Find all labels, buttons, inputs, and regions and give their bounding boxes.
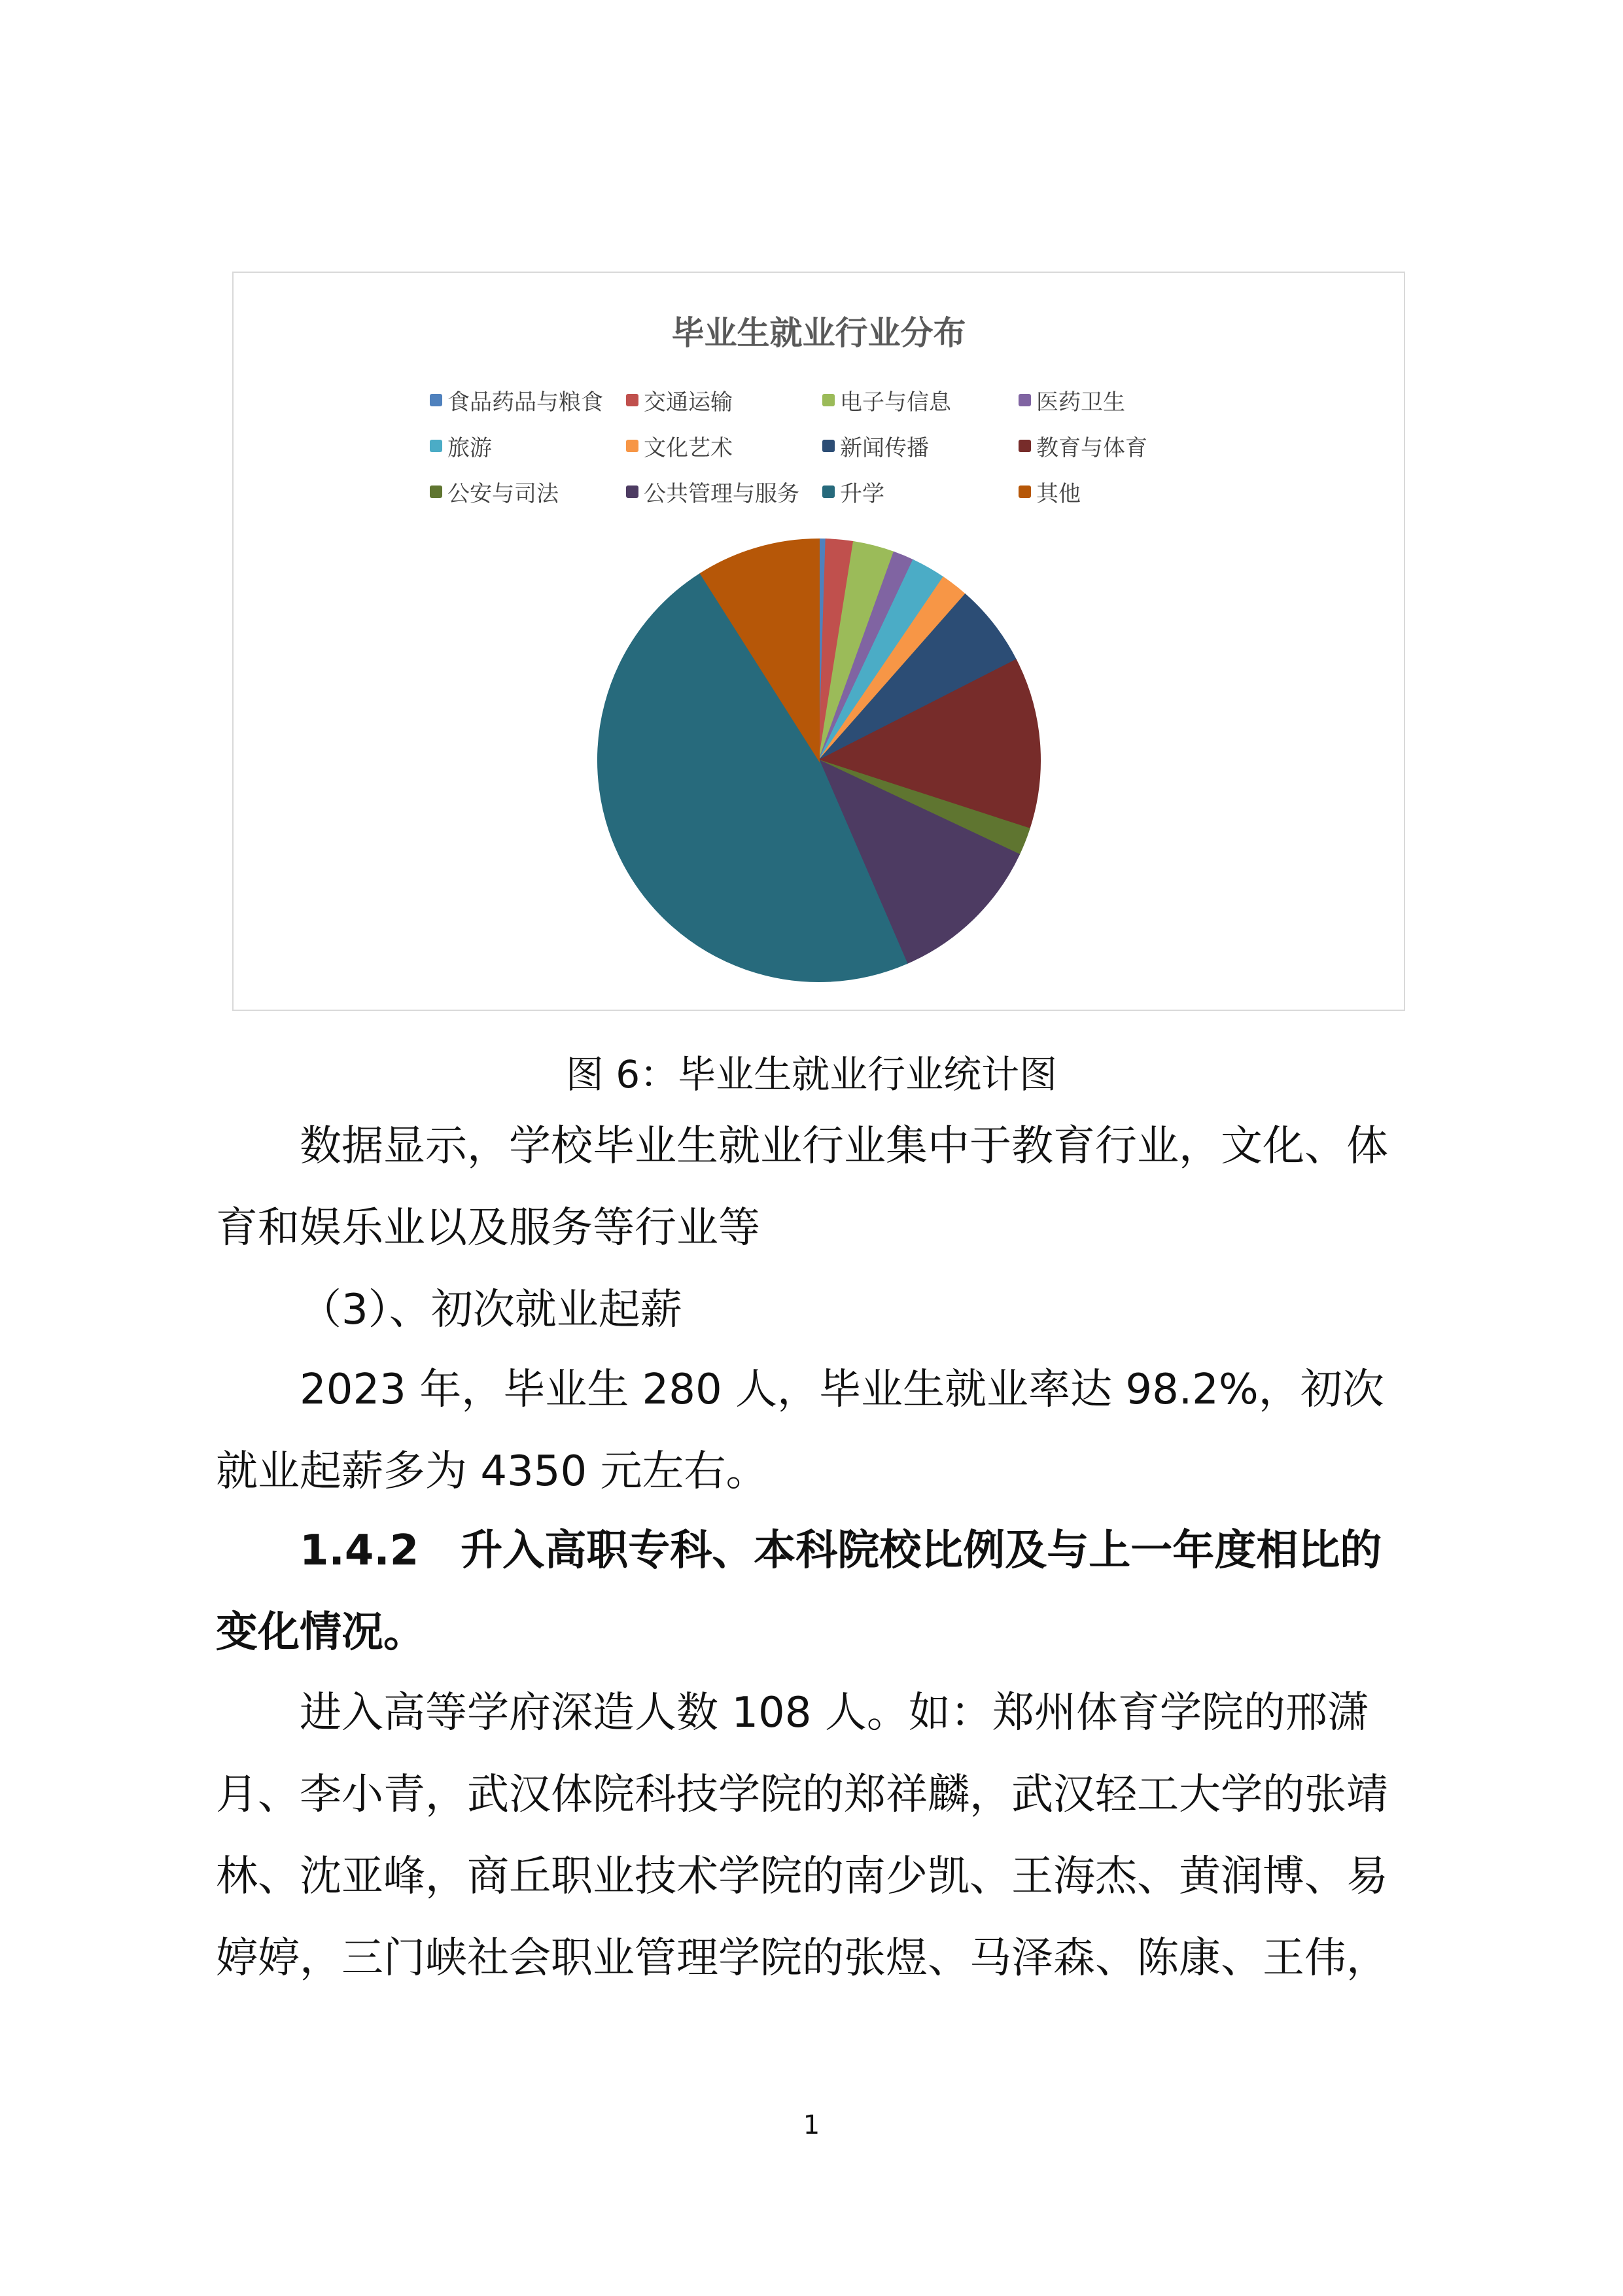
legend-label: 交通运输 <box>644 389 733 415</box>
legend-label: 医药卫生 <box>1036 389 1125 415</box>
chart-container <box>232 272 1405 1011</box>
figure-caption: 图 6：毕业生就业行业统计图 <box>565 1052 1058 1097</box>
paragraph-further-study: 进入高等学府深造人数 108 人。如：郑州体育学院的邢潇月、李小青，武汉体院科技学院的郑祥麟，武汉轻工大学的张靖林、沈亚峰，商丘职业技术学院的南少凯、王海杰、黄润博、易婷婷，三门峡社会职业管理学院的张煜、马泽森、陈康、王伟， <box>216 1689 1388 1983</box>
legend-label: 公安与司法 <box>447 481 559 507</box>
section-heading-salary: （3）、初次就业起薪 <box>300 1286 682 1334</box>
paragraph-salary: 2023 年，毕业生 280 人，毕业生就业率达 98.2%，初次就业起薪多为 4350 元左右。 <box>216 1366 1384 1496</box>
chart-title: 毕业生就业行业分布 <box>671 314 966 352</box>
paragraph-industry-summary: 数据显示，学校毕业生就业行业集中于教育行业，文化、体育和娱乐业以及服务等行业等 <box>216 1122 1388 1252</box>
legend-label: 电子与信息 <box>840 389 951 415</box>
legend-label: 旅游 <box>447 435 492 461</box>
legend-label: 升学 <box>840 481 884 507</box>
legend-label: 新闻传播 <box>840 435 929 461</box>
legend-label: 其他 <box>1036 481 1081 507</box>
page-number: 1 <box>803 2110 820 2140</box>
section-heading-1-4-2: 1.4.2 升入高职专科、本科院校比例及与上一年度相比的变化情况。 <box>216 1527 1382 1657</box>
legend-label: 食品药品与粮食 <box>447 389 603 415</box>
legend-label: 文化艺术 <box>644 435 733 461</box>
legend-label: 公共管理与服务 <box>644 481 799 507</box>
pie-chart <box>234 273 1404 1010</box>
legend-label: 教育与体育 <box>1036 435 1147 461</box>
